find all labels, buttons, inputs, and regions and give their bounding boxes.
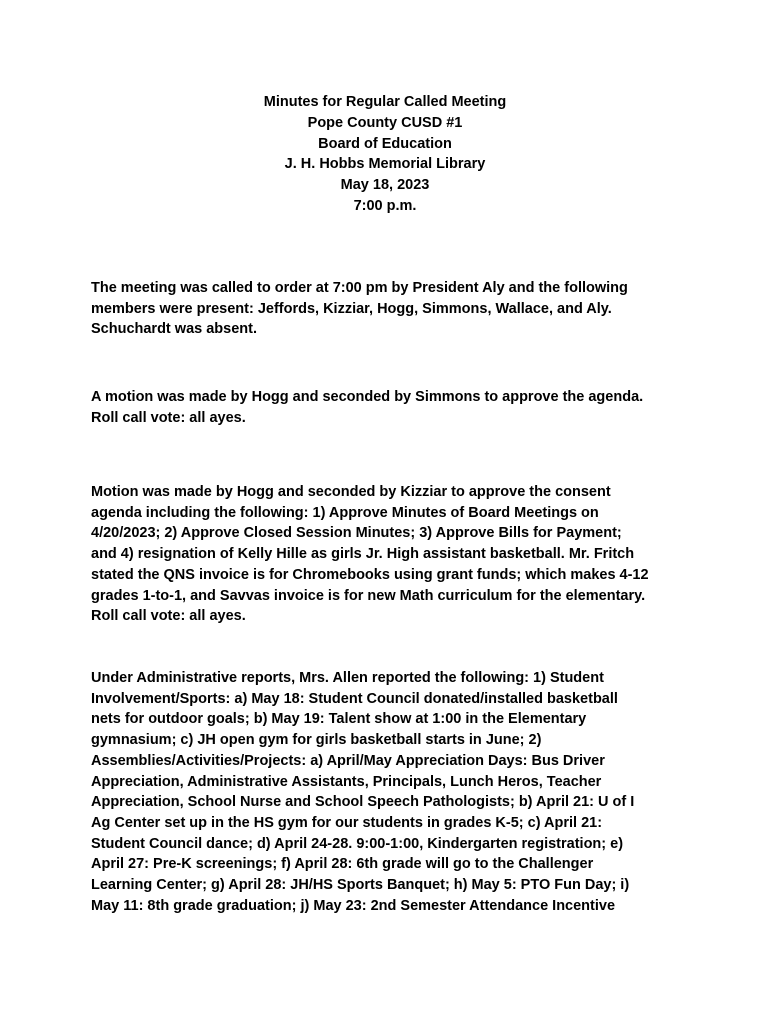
paragraph-consent-agenda	[91, 482, 691, 627]
document-header	[0, 92, 770, 217]
header-location: J. H. Hobbs Memorial Library	[284, 156, 486, 173]
paragraph-line: agenda including the following: 1) Approve Minutes of Board Meetings on	[91, 504, 599, 521]
paragraph-call-to-order	[91, 278, 691, 340]
paragraph-line: April 27: Pre-K screenings; f) April 28: 6th grade will go to the Challenger	[91, 856, 594, 873]
header-district: Pope County CUSD #1	[307, 114, 463, 131]
paragraph-line: and 4) resignation of Kelly Hille as girls Jr. High assistant basketball. Mr. Fritch	[91, 546, 635, 563]
paragraph-line: Student Council dance; d) April 24-28. 9:00-1:00, Kindergarten registration; e)	[91, 835, 624, 852]
paragraph-line: Involvement/Sports: a) May 18: Student Council donated/installed basketball	[91, 690, 618, 707]
paragraph-line: gymnasium; c) JH open gym for girls basketball starts in June; 2)	[91, 732, 542, 749]
header-title: Minutes for Regular Called Meeting	[263, 94, 507, 110]
paragraph-line: The meeting was called to order at 7:00 pm by President Aly and the following	[91, 280, 628, 296]
header-date: May 18, 2023	[340, 177, 430, 194]
paragraph-line: Ag Center set up in the HS gym for our students in grades K-5; c) April 21:	[91, 814, 603, 831]
paragraph-line: Roll call vote: all ayes.	[91, 409, 246, 426]
paragraph-line: Motion was made by Hogg and seconded by Kizziar to approve the consent	[91, 484, 611, 500]
paragraph-line: stated the QNS invoice is for Chromebooks using grant funds; which makes 4-12	[91, 566, 649, 583]
paragraph-line: members were present: Jeffords, Kizziar, Hogg, Simmons, Wallace, and Aly.	[91, 300, 612, 317]
paragraph-line: Assemblies/Activities/Projects: a) April/May Appreciation Days: Bus Driver	[91, 752, 605, 769]
paragraph-line: Roll call vote: all ayes.	[91, 608, 246, 625]
paragraph-line: nets for outdoor goals; b) May 19: Talent show at 1:00 in the Elementary	[91, 711, 587, 728]
paragraph-line: 4/20/2023; 2) Approve Closed Session Minutes; 3) Approve Bills for Payment;	[91, 525, 622, 542]
paragraph-line: Learning Center; g) April 28: JH/HS Sports Banquet; h) May 5: PTO Fun Day; i)	[91, 877, 630, 894]
paragraph-line: A motion was made by Hogg and seconded by Simmons to approve the agenda.	[91, 389, 644, 405]
paragraph-agenda-motion	[91, 387, 691, 428]
header-board: Board of Education	[318, 135, 452, 152]
paragraph-line: Under Administrative reports, Mrs. Allen reported the following: 1) Student	[91, 670, 604, 686]
paragraph-line: Schuchardt was absent.	[91, 321, 257, 338]
paragraph-line: May 11: 8th grade graduation; j) May 23: 2nd Semester Attendance Incentive	[91, 897, 616, 914]
paragraph-administrative-reports	[91, 668, 691, 916]
paragraph-line: Appreciation, School Nurse and School Speech Pathologists; b) April 21: U of I	[91, 794, 635, 811]
paragraph-line: grades 1-to-1, and Savvas invoice is for new Math curriculum for the elementary.	[91, 587, 646, 604]
header-time: 7:00 p.m.	[353, 197, 417, 214]
paragraph-line: Appreciation, Administrative Assistants, Principals, Lunch Heros, Teacher	[91, 773, 602, 790]
